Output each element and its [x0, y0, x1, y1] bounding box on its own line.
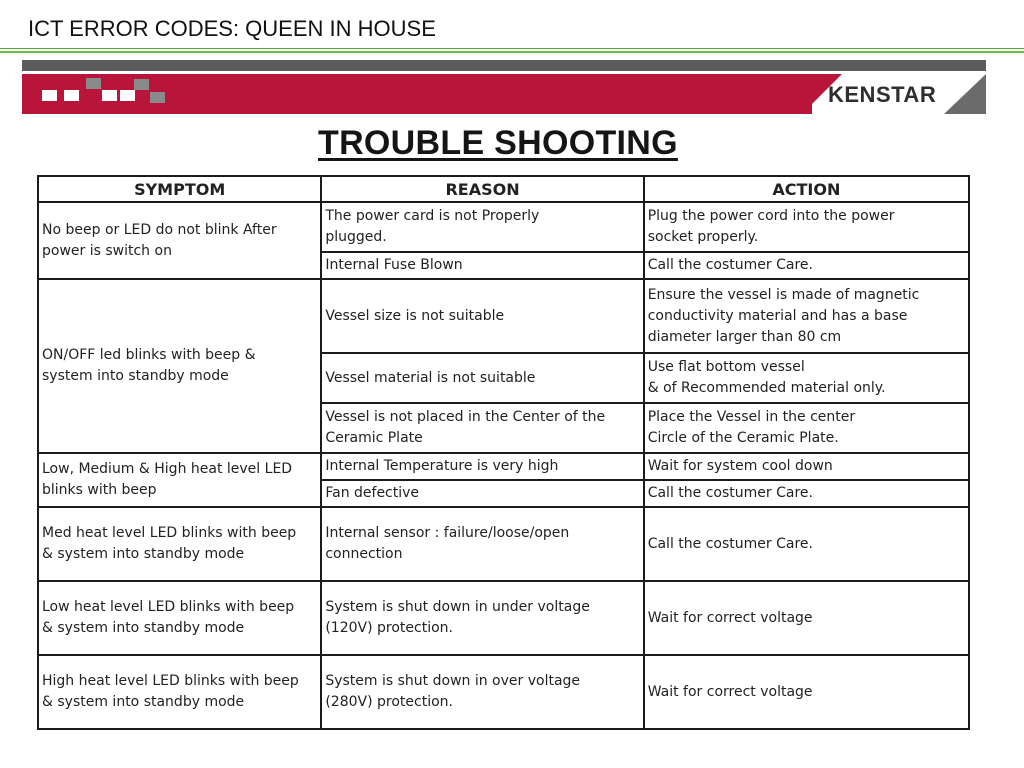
table-row	[38, 453, 969, 480]
slide-title: ICT ERROR CODES: QUEEN IN HOUSE	[28, 16, 436, 41]
action-cell: Use flat bottom vessel & of Recommended material only.	[644, 353, 969, 403]
symptom-cell: No beep or LED do not blink After power is switch on	[38, 202, 321, 279]
action-cell: Ensure the vessel is made of magnetic conductivity material and has a base diameter larger than 80 cm	[644, 279, 969, 353]
action-cell: Wait for system cool down	[644, 453, 969, 480]
table-header-row	[38, 176, 969, 202]
symptom-cell: Med heat level LED blinks with beep & system into standby mode	[38, 507, 321, 581]
action-cell: Call the costumer Care.	[644, 252, 969, 279]
reason-cell: Vessel is not placed in the Center of the Ceramic Plate	[321, 403, 643, 453]
reason-cell: Internal Temperature is very high	[321, 453, 643, 480]
reason-cell: Vessel material is not suitable	[321, 353, 643, 403]
trouble-shooting-heading: TROUBLE SHOOTING	[318, 124, 678, 162]
action-cell: Call the costumer Care.	[644, 507, 969, 581]
header-action: ACTION	[644, 176, 969, 202]
reason-cell: Internal Fuse Blown	[321, 252, 643, 279]
table-row	[38, 655, 969, 729]
reason-cell: Vessel size is not suitable	[321, 279, 643, 353]
reason-cell: Internal sensor : failure/loose/open connection	[321, 507, 643, 581]
action-cell: Place the Vessel in the center Circle of the Ceramic Plate.	[644, 403, 969, 453]
logo-triangle-icon	[944, 74, 986, 114]
brand-banner	[22, 60, 986, 114]
symptom-cell: High heat level LED blinks with beep & system into standby mode	[38, 655, 321, 729]
header-reason: REASON	[321, 176, 643, 202]
header-symptom: SYMPTOM	[38, 176, 321, 202]
kenstar-logo: KENSTAR	[828, 82, 937, 107]
symptom-cell: ON/OFF led blinks with beep & system into standby mode	[38, 279, 321, 453]
table-row	[38, 507, 969, 581]
troubleshooting-table	[37, 175, 970, 730]
action-cell: Call the costumer Care.	[644, 480, 969, 507]
reason-cell: System is shut down in over voltage (280V) protection.	[321, 655, 643, 729]
symptom-cell: Low heat level LED blinks with beep & system into standby mode	[38, 581, 321, 655]
action-cell: Plug the power cord into the power socket properly.	[644, 202, 969, 252]
reason-cell: Fan defective	[321, 480, 643, 507]
table-row	[38, 202, 969, 252]
reason-cell: The power card is not Properly plugged.	[321, 202, 643, 252]
reason-cell: System is shut down in under voltage (120V) protection.	[321, 581, 643, 655]
table-row	[38, 581, 969, 655]
action-cell: Wait for correct voltage	[644, 581, 969, 655]
action-cell: Wait for correct voltage	[644, 655, 969, 729]
table-row	[38, 279, 969, 353]
title-divider	[0, 48, 1024, 53]
symptom-cell: Low, Medium & High heat level LED blinks with beep	[38, 453, 321, 507]
